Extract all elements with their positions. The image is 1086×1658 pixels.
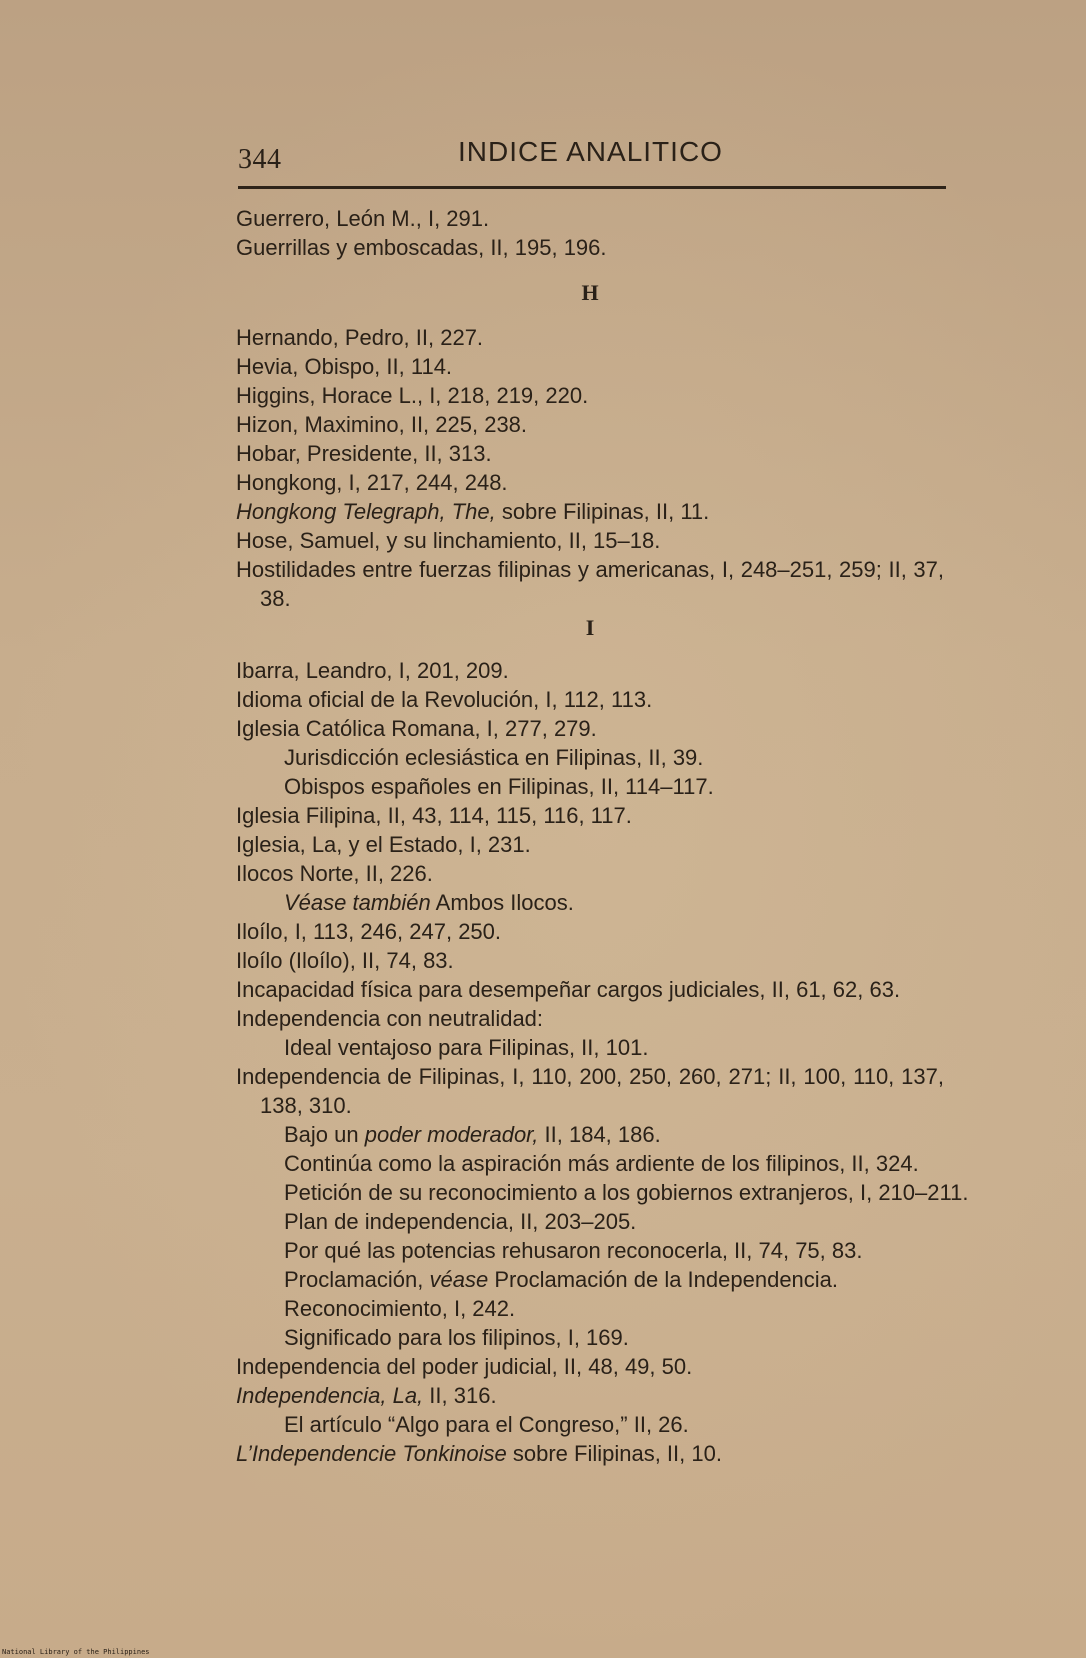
index-entry: Idioma oficial de la Revolución, I, 112, 113. <box>236 687 653 712</box>
index-entry: Iglesia Católica Romana, I, 277, 279. <box>236 716 597 741</box>
index-entry: Guerrero, León M., I, 291. <box>236 206 490 231</box>
italic-term: poder moderador, <box>364 1122 539 1147</box>
entry-text: sobre Filipinas, II, 11. <box>495 499 710 524</box>
index-entry: Guerrillas y emboscadas, II, 195, 196. <box>236 235 607 260</box>
index-entry: Iglesia, La, y el Estado, I, 231. <box>236 832 531 857</box>
index-entry: Independencia del poder judicial, II, 48, 49, 50. <box>236 1354 693 1379</box>
index-entry: Hose, Samuel, y su linchamiento, II, 15–18. <box>236 528 661 553</box>
index-entry: Independencia de Filipinas, I, 110, 200, 250, 260, 271; II, 100, 110, 137, 138, 310. <box>236 1064 944 1118</box>
running-title: INDICE ANALITICO <box>458 136 723 167</box>
entry-text: sobre Filipinas, II, 10. <box>506 1441 722 1466</box>
page-number: 344 <box>238 144 282 175</box>
index-entry: Iloílo, I, 113, 246, 247, 250. <box>236 919 502 944</box>
index-entry-la-independencia <box>236 1381 944 1410</box>
page-header <box>238 134 944 186</box>
see-also-label: Véase también <box>284 890 431 915</box>
index-entry: Ilocos Norte, II, 226. <box>236 861 433 886</box>
entry-text: II, 316. <box>423 1383 497 1408</box>
entry-text: Proclamación de la Independencia. <box>488 1267 839 1292</box>
library-credit: National Library of the Philippines <box>2 1648 150 1656</box>
index-entry-hongkong-telegraph <box>236 497 944 526</box>
index-subentry: Reconocimiento, I, 242. <box>284 1296 516 1321</box>
see-label: véase <box>429 1267 489 1292</box>
index-entry: Hobar, Presidente, II, 313. <box>236 441 492 466</box>
index-subentry-bajo-un <box>236 1120 944 1149</box>
index-entry: Higgins, Horace L., I, 218, 219, 220. <box>236 383 589 408</box>
index-subentry-see-also <box>236 888 944 917</box>
index-entry: Hostilidades entre fuerzas filipinas y americanas, I, 248–251, 259; II, 37, 38. <box>236 557 944 611</box>
index-entry: Independencia con neutralidad: <box>236 1006 544 1031</box>
index-entry: Hernando, Pedro, II, 227. <box>236 325 484 350</box>
index-entry: Hongkong, I, 217, 244, 248. <box>236 470 508 495</box>
publication-title: L’Independencie Tonkinoise <box>236 1441 507 1466</box>
index-entry: Hevia, Obispo, II, 114. <box>236 354 453 379</box>
index-subentry: Plan de independencia, II, 203–205. <box>284 1209 637 1234</box>
publication-title: Independencia, La, <box>236 1383 424 1408</box>
entry-text: Ambos Ilocos. <box>430 890 574 915</box>
section-letter-i: I <box>585 615 595 640</box>
index-entry: Ibarra, Leandro, I, 201, 209. <box>236 658 509 683</box>
index-list <box>236 204 969 1468</box>
index-entry: Iglesia Filipina, II, 43, 114, 115, 116, 117. <box>236 803 632 828</box>
index-subentry: Ideal ventajoso para Filipinas, II, 101. <box>284 1035 649 1060</box>
section-letter-h: H <box>581 280 599 305</box>
header-rule <box>238 186 946 189</box>
index-subentry: Obispos españoles en Filipinas, II, 114–117. <box>284 774 714 799</box>
entry-text: Proclamación, <box>284 1267 430 1292</box>
index-entry-tonkinoise <box>236 1439 944 1468</box>
index-subentry: El artículo “Algo para el Congreso,” II, 26. <box>284 1412 689 1437</box>
entry-text: II, 184, 186. <box>538 1122 661 1147</box>
entry-text: Bajo un <box>284 1122 365 1147</box>
index-entry: Hizon, Maximino, II, 225, 238. <box>236 412 528 437</box>
index-entry: Incapacidad física para desempeñar cargos judiciales, II, 61, 62, 63. <box>236 977 901 1002</box>
index-subentry: Continúa como la aspiración más ardiente de los filipinos, II, 324. <box>284 1151 919 1176</box>
publication-title: Hongkong Telegraph, The, <box>236 499 496 524</box>
index-subentry-proclamacion <box>236 1265 944 1294</box>
index-subentry: Jurisdicción eclesiástica en Filipinas, II, 39. <box>284 745 704 770</box>
index-entry: Iloílo (Iloílo), II, 74, 83. <box>236 948 454 973</box>
index-subentry: Por qué las potencias rehusaron reconocerla, II, 74, 75, 83. <box>284 1238 863 1263</box>
index-subentry: Significado para los filipinos, I, 169. <box>284 1325 629 1350</box>
index-subentry: Petición de su reconocimiento a los gobiernos extranjeros, I, 210–211. <box>284 1180 969 1205</box>
